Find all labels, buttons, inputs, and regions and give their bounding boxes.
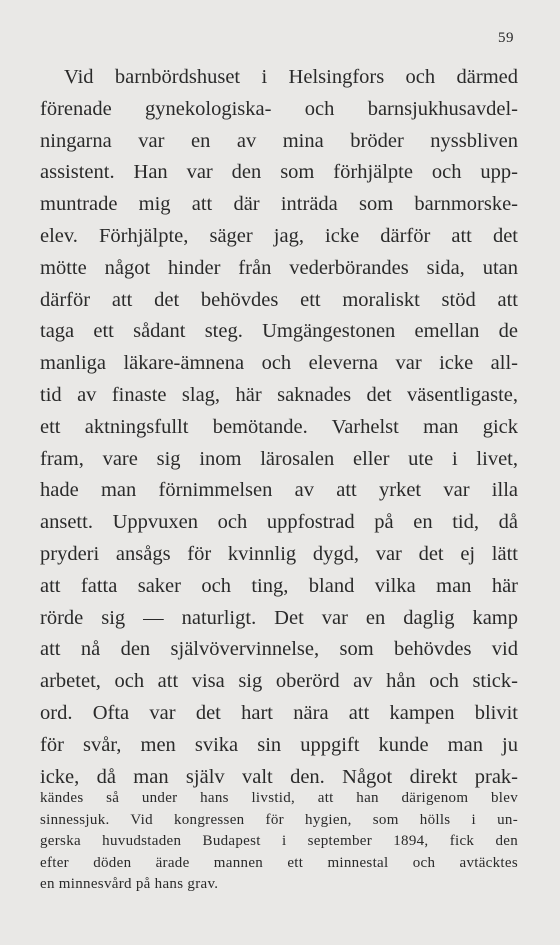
text-line: manliga läkare-ämnena och eleverna var icke all- [40,352,518,375]
text-line: ansett. Uppvuxen och uppfostrad på en tid, då [40,511,518,534]
footnote [40,788,518,896]
text-line: fram, vare sig inom lärosalen eller ute i livet, [40,447,518,470]
footnote-line: efter döden ärade mannen ett minnestal och avtäcktes [40,854,518,871]
text-line: ord. Ofta var det hart nära att kampen blivit [40,701,518,724]
page-number: 59 [498,30,514,46]
text-line: arbetet, och att visa sig oberörd av hån och stick- [40,670,518,693]
footnote-line: gerska huvudstaden Budapest i september 1894, fick den [40,833,518,850]
footnote-line: sinnessjuk. Vid kongressen för hygien, som hölls i un- [40,811,518,828]
text-line: ett aktningsfullt bemötande. Varhelst man gick [40,415,518,438]
text-line: mötte något hinder från vederbörandes sida, utan [40,256,518,279]
text-line: icke, då man själv valt den. Något direkt prak- [40,765,518,788]
footnote-line: en minnesvård på hans grav. [40,876,219,893]
text-line: att fatta saker och ting, bland vilka man här [40,574,518,597]
text-line: pryderi ansågs för kvinnlig dygd, var det ej lätt [40,542,518,565]
text-line: rörde sig — naturligt. Det var en daglig kamp [40,606,518,629]
text-line: att nå den självövervinnelse, som behövdes vid [40,638,518,661]
text-line: Vid barnbördshuset i Helsingfors och därmed [64,66,518,88]
text-line: hade man förnimmelsen av att yrket var illa [40,479,518,502]
text-line: tid av finaste slag, här saknades det väsentligaste, [40,383,518,406]
text-line: taga ett sådant steg. Umgängestonen emellan de [40,320,518,343]
text-line: för svår, men svika sin uppgift kunde man ju [40,733,518,756]
footnote-line: kändes så under hans livstid, att han därigenom blev [40,790,518,806]
text-line: muntrade mig att där inträda som barnmorske- [40,193,518,216]
text-line: ningarna var en av mina bröder nyssbliven [40,129,518,152]
text-line: förenade gynekologiska- och barnsjukhusavdel- [40,97,518,120]
text-line: elev. Förhjälpte, säger jag, icke därför att det [40,224,518,247]
text-line: assistent. Han var den som förhjälpte och upp- [40,161,518,184]
main-text [40,62,518,793]
text-line: därför att det behövdes ett moraliskt stöd att [40,288,518,311]
